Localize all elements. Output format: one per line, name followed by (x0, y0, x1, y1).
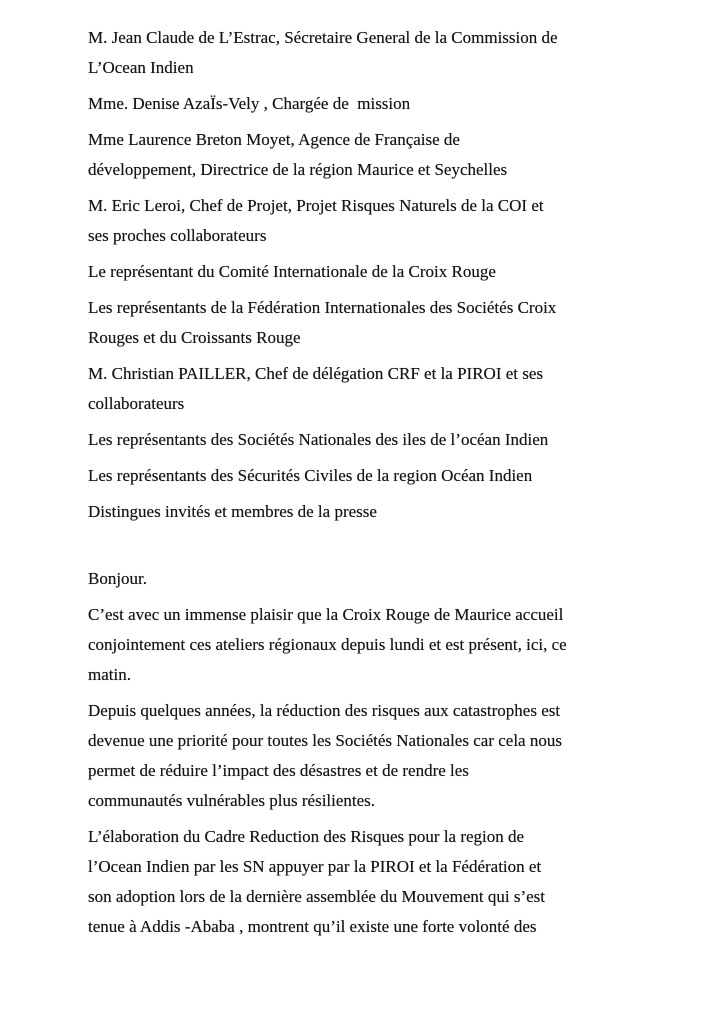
paragraph-dignitary-chef-delegation (88, 359, 648, 419)
paragraph-dignitary-afd-directrice (88, 125, 648, 185)
paragraph-dignitary-chef-projet (88, 191, 648, 251)
text-line: Bonjour. (88, 569, 148, 588)
text-line: tenue à Addis -Ababa , montrent qu’il existe une forte volonté des (88, 917, 537, 936)
text-line: Depuis quelques années, la réduction des risques aux catastrophes est (88, 701, 561, 720)
text-line: L’Ocean Indien (88, 58, 194, 77)
paragraph-dignitary-securites-civiles (88, 461, 648, 491)
text-line: permet de réduire l’impact des désastres et de rendre les (88, 761, 469, 780)
text-line: Mme Laurence Breton Moyet, Agence de Française de (88, 130, 460, 149)
text-line: devenue une priorité pour toutes les Sociétés Nationales car cela nous (88, 731, 562, 750)
text-line: Distingues invités et membres de la presse (88, 502, 377, 521)
text-line: L’élaboration du Cadre Reduction des Risques pour la region de (88, 827, 525, 846)
text-line: matin. (88, 665, 131, 684)
text-line: développement, Directrice de la région Maurice et Seychelles (88, 160, 508, 179)
paragraph-cadre-reduction-risques (88, 822, 648, 942)
paragraph-dignitary-federation-representants (88, 293, 648, 353)
text-line: Les représentants des Sociétés Nationales des iles de l’océan Indien (88, 430, 549, 449)
text-line: Mme. Denise AzaÏs-Vely , Chargée de mission (88, 94, 411, 113)
text-line: C’est avec un immense plaisir que la Croix Rouge de Maurice accueil (88, 605, 564, 624)
text-line: Les représentants de la Fédération Internationales des Sociétés Croix (88, 298, 557, 317)
text-line: Rouges et du Croissants Rouge (88, 328, 301, 347)
text-line: l’Ocean Indien par les SN appuyer par la PIROI et la Fédération et (88, 857, 542, 876)
paragraph-dignitary-chargee-mission (88, 89, 648, 119)
text-line: son adoption lors de la dernière assemblée du Mouvement qui s’est (88, 887, 545, 906)
paragraph-greeting (88, 564, 648, 594)
paragraph-dignitary-societes-nationales (88, 425, 648, 455)
document-body (88, 23, 648, 948)
paragraph-dignitary-invites-presse (88, 497, 648, 527)
text-line: Le représentant du Comité Internationale de la Croix Rouge (88, 262, 496, 281)
text-line: collaborateurs (88, 394, 185, 413)
text-line: M. Jean Claude de L’Estrac, Sécretaire General de la Commission de (88, 28, 558, 47)
paragraph-dignitary-cicr-representant (88, 257, 648, 287)
text-line: communautés vulnérables plus résilientes. (88, 791, 376, 810)
paragraph-opening-remarks (88, 600, 648, 690)
paragraph-risk-reduction-priority (88, 696, 648, 816)
text-line: ses proches collaborateurs (88, 226, 267, 245)
text-line: conjointement ces ateliers régionaux depuis lundi et est présent, ici, ce (88, 635, 567, 654)
text-line: M. Christian PAILLER, Chef de délégation CRF et la PIROI et ses (88, 364, 544, 383)
text-line: Les représentants des Sécurités Civiles de la region Océan Indien (88, 466, 533, 485)
text-line: M. Eric Leroi, Chef de Projet, Projet Risques Naturels de la COI et (88, 196, 544, 215)
paragraph-dignitary-coi-secretary (88, 23, 648, 83)
